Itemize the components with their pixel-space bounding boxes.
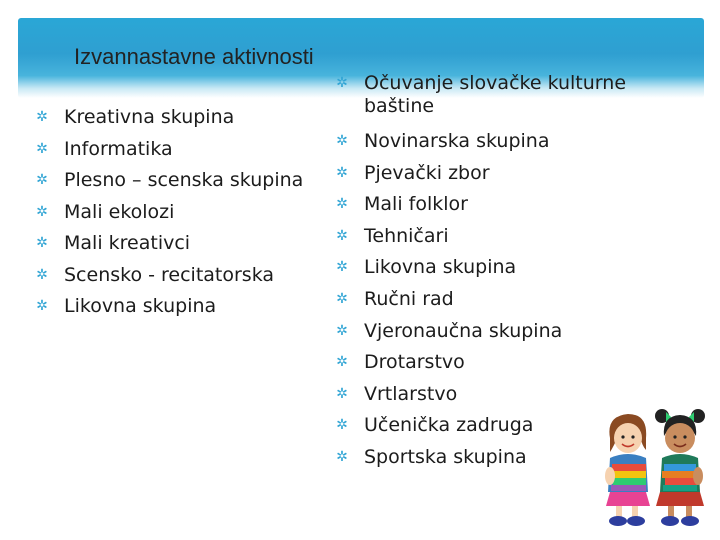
list-item-label: Mali ekolozi [64, 200, 175, 223]
asterisk-icon: ✲ [336, 322, 348, 339]
list-item-label: Plesno – scenska skupina [64, 169, 304, 191]
list-item [334, 72, 644, 126]
list-item-label: Likovna skupina [364, 256, 517, 279]
asterisk-icon: ✲ [336, 75, 348, 91]
list-item [34, 197, 303, 229]
asterisk-icon: ✲ [336, 133, 348, 149]
list-item-label: Scensko - recitatorska [64, 263, 275, 286]
list-item-label: Likovna skupina [64, 295, 217, 317]
list-item [34, 291, 303, 323]
list-item-label: Vrtlarstvo [364, 382, 458, 405]
list-item [334, 316, 644, 348]
list-item [34, 260, 303, 292]
list-item-label: Očuvanje slovačke kulturne baštine [364, 72, 627, 117]
list-item-label: Novinarska skupina [364, 130, 550, 152]
list-item [34, 228, 303, 260]
asterisk-icon: ✲ [36, 235, 48, 251]
right-kid [655, 409, 705, 526]
left-kid [605, 414, 650, 526]
list-item [334, 252, 644, 284]
asterisk-icon: ✲ [336, 196, 348, 213]
asterisk-icon: ✲ [36, 203, 48, 220]
list-item-label: Drotarstvo [364, 351, 465, 374]
list-item [334, 221, 644, 253]
asterisk-icon: ✲ [336, 290, 348, 307]
list-item-label: Mali folklor [364, 193, 468, 216]
list-item [334, 158, 644, 190]
asterisk-icon: ✲ [336, 354, 348, 371]
asterisk-icon: ✲ [336, 227, 348, 244]
asterisk-icon: ✲ [36, 172, 48, 188]
list-item-label: Učenička zadruga [364, 414, 534, 437]
list-item-label: Ručni rad [364, 287, 454, 310]
kids-with-books-illustration [596, 406, 712, 530]
left-activity-list [34, 102, 303, 323]
asterisk-icon: ✲ [336, 259, 348, 276]
asterisk-icon: ✲ [36, 298, 48, 314]
list-item-label: Pjevački zbor [364, 161, 490, 184]
list-item-label: Sportska skupina [364, 445, 527, 468]
asterisk-icon: ✲ [336, 385, 348, 402]
list-item-label: Informatika [64, 137, 173, 160]
list-item [334, 126, 644, 158]
list-item [334, 284, 644, 316]
slide-title: Izvannastavne aktivnosti [74, 44, 314, 69]
list-item [34, 165, 303, 197]
list-item-label: Tehničari [364, 224, 449, 247]
asterisk-icon: ✲ [336, 164, 348, 181]
list-item-label: Mali kreativci [64, 232, 191, 254]
list-item-label: Vjeronaučna skupina [364, 319, 563, 342]
asterisk-icon: ✲ [336, 448, 348, 465]
list-item [34, 102, 303, 134]
asterisk-icon: ✲ [36, 109, 48, 125]
asterisk-icon: ✲ [336, 417, 348, 434]
list-item-label: Kreativna skupina [64, 106, 235, 128]
asterisk-icon: ✲ [36, 140, 48, 157]
list-item [334, 189, 644, 221]
list-item [34, 134, 303, 166]
list-item [334, 347, 644, 379]
asterisk-icon: ✲ [36, 266, 48, 283]
